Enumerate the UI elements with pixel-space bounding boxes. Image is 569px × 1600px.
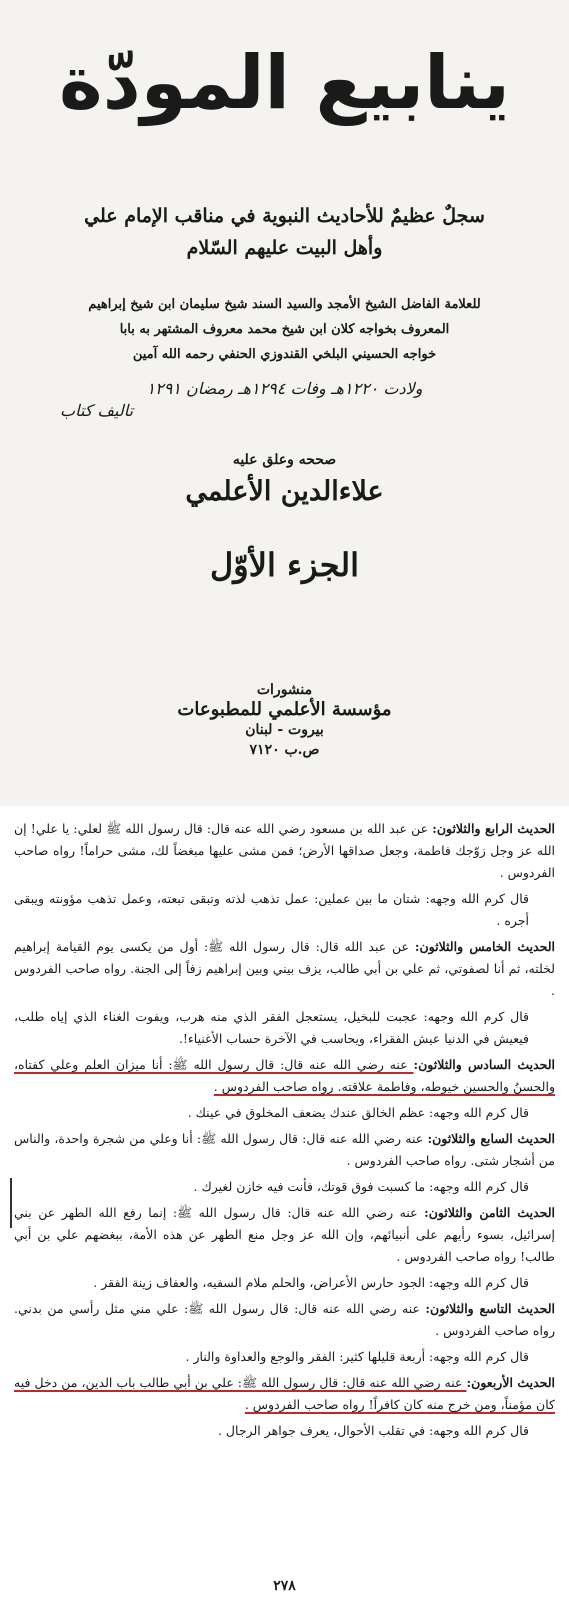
author-line-2: المعروف بخواجه كلان ابن شيخ محمد معروف المشتهر به بابا — [119, 322, 450, 337]
margin-mark — [10, 1178, 12, 1228]
author-block — [30, 292, 539, 367]
author-line-3: خواجه الحسيني البلخي القندوزي الحنفي رحمه الله آمين — [132, 347, 437, 362]
page-number: ٢٧٨ — [273, 1578, 296, 1594]
publisher-name: مؤسسة الأعلمي للمطبوعات — [177, 699, 392, 720]
subtitle-line-2: وأهل البيت عليهم السّلام — [186, 237, 383, 259]
paragraph-text: قال كرم الله وجهه: ما كسبت فوق قوتك، فأنت فيه خازن لغيرك . — [193, 1179, 529, 1194]
author-line-1: للعلامة الفاضل الشيخ الأمجد والسيد السند شيخ سليمان ابن شيخ إبراهيم — [88, 297, 481, 312]
hadith-heading: الحديث السادس والثلاثون: — [413, 1057, 555, 1072]
hadith-heading: الحديث الثامن والثلاثون: — [424, 1205, 555, 1220]
saying-paragraph — [14, 1346, 555, 1368]
editor-name: علاءالدين الأعلمي — [185, 476, 384, 507]
hadith-paragraph — [14, 936, 555, 1002]
saying-paragraph — [14, 1420, 555, 1442]
hadith-paragraph — [14, 1128, 555, 1172]
paragraph-text: قال كرم الله وجهه: عظم الخالق عندك يضعف المخلوق في عينك . — [187, 1105, 529, 1120]
corrected-by: صححه وعلق عليه — [232, 452, 337, 468]
publisher-city: بيروت - لبنان — [245, 722, 324, 738]
paragraph-text: عنه رضي الله عنه قال: قال رسول الله ﷺ: علي بن أبي طالب باب الدين، من دخل فيه كان مؤمناً، ومن خرج منه كان كافراً! رواه صاحب الفردوس . — [14, 1375, 555, 1412]
handwritten-line-1: ولادت ١٢٢٠هـ وفات ١٢٩٤هـ رمضان ١٢٩١ — [146, 379, 423, 398]
subtitle-line-1: سجلٌ عظيمٌ للأحاديث النبوية في مناقب الإمام علي — [84, 205, 485, 227]
saying-paragraph — [14, 1176, 555, 1198]
saying-paragraph — [14, 1006, 555, 1050]
paragraph-text: عنه رضي الله عنه قال: قال رسول الله ﷺ: إنما رفع الله الطهر عن بني إسرائيل، بسوء رأيهم على أنبيائهم، وإن الله عز وجل منع الطهر عن هذه الأمة، ببغضهم علي بن أبي طالب! رواه صاحب الفردوس . — [14, 1205, 555, 1264]
hadith-paragraph — [14, 1372, 555, 1416]
hadith-heading: الحديث الرابع والثلاثون: — [432, 821, 555, 836]
hadith-body — [14, 818, 555, 1446]
paragraph-text: قال كرم الله وجهه: في تقلب الأحوال، يعرف جواهر الرجال . — [217, 1423, 529, 1438]
hadith-heading: الحديث الخامس والثلاثون: — [414, 939, 555, 954]
volume-label: الجزء الأوّل — [210, 546, 359, 584]
publisher-label: منشورات — [256, 682, 313, 698]
paragraph-text: قال كرم الله وجهه: أربعة قليلها كثير: الفقر والوجع والعداوة والنار . — [185, 1349, 529, 1364]
handwritten-line-2: تاليف كتاب — [60, 401, 134, 420]
handwritten-note — [60, 378, 509, 422]
saying-paragraph — [14, 888, 555, 932]
paragraph-text: قال كرم الله وجهه: شتان ما بين عملين: عمل تذهب لذته وتبقى تبعته، وعمل تذهب مؤونته ويبقى أجره . — [14, 891, 529, 928]
book-title: ينابيع المودّة — [59, 40, 510, 126]
hadith-heading: الحديث الأربعون: — [466, 1375, 555, 1390]
paragraph-text: قال كرم الله وجهه: عجبت للبخيل، يستعجل الفقر الذي منه هرب، ويفوت الغناء الذي إياه طلب، فيعيش في الدنيا عيش الفقراء، ويحاسب في الآخرة حساب الأغنياء!. — [14, 1009, 529, 1046]
paragraph-text: عن عبد الله قال: قال رسول الله ﷺ: أول من يكسى يوم القيامة إبراهيم لخلته، ثم أنا لصفوتي، ثم علي بن أبي طالب، يزف بيني وبين إبراهيم زفاً إلى الجنة. رواه صاحب الفردوس . — [14, 939, 555, 998]
publisher-block — [0, 680, 569, 760]
book-subtitle — [40, 200, 529, 264]
paragraph-text: عنه رضي الله عنه قال: قال رسول الله ﷺ: أنا ميزان العلم وعلي كفتاه، والحسنُ والحسين خيوطه، وفاطمة علاقته. رواه صاحب الفردوس . — [14, 1057, 555, 1094]
hadith-paragraph — [14, 1202, 555, 1268]
hadith-paragraph — [14, 1298, 555, 1342]
hadith-paragraph — [14, 818, 555, 884]
hadith-heading: الحديث السابع والثلاثون: — [427, 1131, 555, 1146]
text-page — [0, 806, 569, 1600]
saying-paragraph — [14, 1272, 555, 1294]
hadith-paragraph — [14, 1054, 555, 1098]
paragraph-text: عنه رضي الله عنه قال: قال رسول الله ﷺ: أنا وعلي من شجرة واحدة، والناس من أشجار شتى. رواه صاحب الفردوس . — [14, 1131, 555, 1168]
publisher-pobox: ص.ب ٧١٢٠ — [249, 742, 320, 758]
hadith-heading: الحديث التاسع والثلاثون: — [425, 1301, 555, 1316]
saying-paragraph — [14, 1102, 555, 1124]
paragraph-text: عن عبد الله بن مسعود رضي الله عنه قال: قال رسول الله ﷺ لعلي: يا علي! إن الله عز وجل زوّجك فاطمة، وجعل صداقها الأرض؛ فمن مشى عليها مبغضاً لك، مشى حراماً! رواه صاحب الفردوس . — [14, 821, 555, 880]
paragraph-text: عنه رضي الله عنه قال: قال رسول الله ﷺ: علي مني مثل رأسي من بدني. رواه صاحب الفردوس . — [14, 1301, 555, 1338]
paragraph-text: قال كرم الله وجهه: الجود حارس الأعراض، والحلم ملام السفيه، والعفاف زينة الفقر . — [93, 1275, 529, 1290]
